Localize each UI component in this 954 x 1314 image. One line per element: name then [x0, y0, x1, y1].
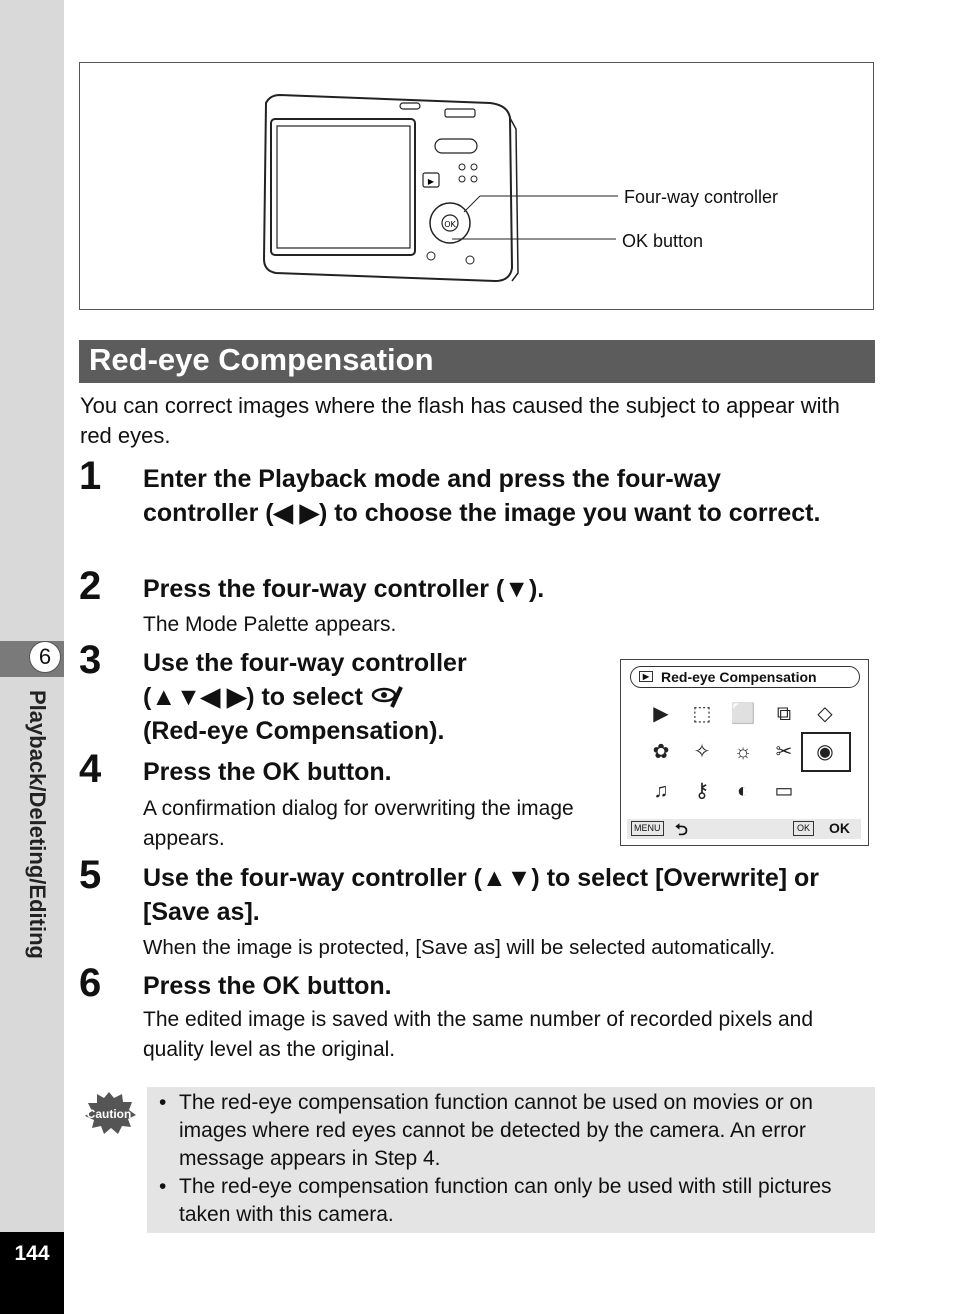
- step-3-heading-end: (Red-eye Compensation).: [143, 717, 445, 745]
- palette-selection-cursor: [801, 732, 851, 772]
- svg-text:▶: ▶: [427, 177, 435, 186]
- step-2-heading: Press the four-way controller (▼).: [143, 575, 545, 603]
- palette-title-bar: [630, 666, 860, 688]
- palette-footer: [627, 819, 861, 839]
- start-up-screen-icon: ▭: [774, 780, 794, 802]
- brightness-icon: ☼: [733, 741, 753, 763]
- chapter-label: Playback/Deleting/Editing: [25, 690, 50, 959]
- step-6-number: 6: [79, 961, 102, 1005]
- step-5-number: 5: [79, 853, 102, 897]
- intro-text: You can correct images where the flash has caused the subject to appear with red eyes.: [80, 393, 840, 448]
- step-6-body: The edited image is saved with the same number of recorded pixels and quality level as the original.: [143, 1008, 814, 1061]
- page-number: 144: [0, 1232, 64, 1314]
- step-4-body: A confirmation dialog for overwriting the image appears.: [143, 797, 574, 850]
- caution-item: • The red-eye compensation function can only be used with still pictures taken with this camera.: [159, 1175, 832, 1226]
- step-4-heading: Press the OK button.: [143, 758, 392, 786]
- slideshow-icon: ▶: [653, 703, 669, 725]
- four-way-controller-callout: Four-way controller: [624, 187, 779, 207]
- ok-key: OK: [793, 821, 814, 836]
- step-5-heading: Use the four-way controller (▲▼) to select [Overwrite] or [Save as].: [143, 864, 820, 926]
- camera-figure: [79, 62, 874, 310]
- section-header: [79, 340, 875, 383]
- image-copy-icon: ⧉: [776, 703, 792, 725]
- step-1-heading: Enter the Playback mode and press the four-way controller (◀ ▶) to choose the image you want to correct.: [143, 465, 821, 527]
- step-3-number: 3: [79, 638, 102, 682]
- voice-memo-icon: ♫: [653, 780, 669, 802]
- menu-key: MENU: [631, 821, 664, 836]
- red-eye-palette-icon: ◉: [816, 741, 834, 763]
- chapter-number: 6: [29, 641, 61, 673]
- digital-filter-icon: ✧: [693, 741, 711, 763]
- rotate-icon: ◇: [817, 703, 833, 725]
- step-5-body: When the image is protected, [Save as] will be selected automatically.: [143, 936, 776, 959]
- resize-icon: ⬚: [692, 703, 712, 725]
- caution-icon: [82, 1091, 136, 1135]
- dpof-icon: ◐: [736, 780, 750, 802]
- svg-text:OK: OK: [444, 220, 456, 229]
- red-eye-icon: [370, 683, 404, 709]
- caution-item-text: The red-eye compensation function can only be used with still pictures taken with this camera.: [179, 1175, 832, 1226]
- ok-label: OK: [829, 820, 850, 836]
- step-3-heading: [143, 646, 533, 748]
- ok-button-callout: OK button: [622, 231, 704, 251]
- step-1-number: 1: [79, 454, 102, 498]
- movie-edit-icon: ✂: [775, 741, 793, 763]
- step-2-body: The Mode Palette appears.: [143, 613, 397, 636]
- step-6-heading: Press the OK button.: [143, 972, 392, 1000]
- playback-icon: ▶: [639, 671, 653, 682]
- palette-title: Red-eye Compensation: [661, 669, 817, 685]
- section-title: Red-eye Compensation: [89, 342, 434, 377]
- caution-item: • The red-eye compensation function cannot be used on movies or on images where red eyes cannot be detected by the camera. An error message appears in Step 4.: [159, 1091, 813, 1170]
- cropping-icon: ⬜: [730, 703, 756, 725]
- caution-box: [147, 1087, 875, 1233]
- step-3-heading-text: Use the four-way controller (▲▼◀ ▶) to select: [143, 649, 467, 711]
- color-filter-icon: ✿: [652, 741, 670, 763]
- step-2-number: 2: [79, 564, 102, 608]
- back-arrow-icon: ⮌: [675, 822, 688, 839]
- caution-item-text: The red-eye compensation function cannot be used on movies or on images where red eyes cannot be detected by the camera. An error message appears in Step 4.: [179, 1091, 813, 1170]
- caution-icon-label: Caution: [86, 1107, 132, 1121]
- step-4-number: 4: [79, 747, 102, 791]
- protect-key-icon: ⚷: [694, 780, 710, 802]
